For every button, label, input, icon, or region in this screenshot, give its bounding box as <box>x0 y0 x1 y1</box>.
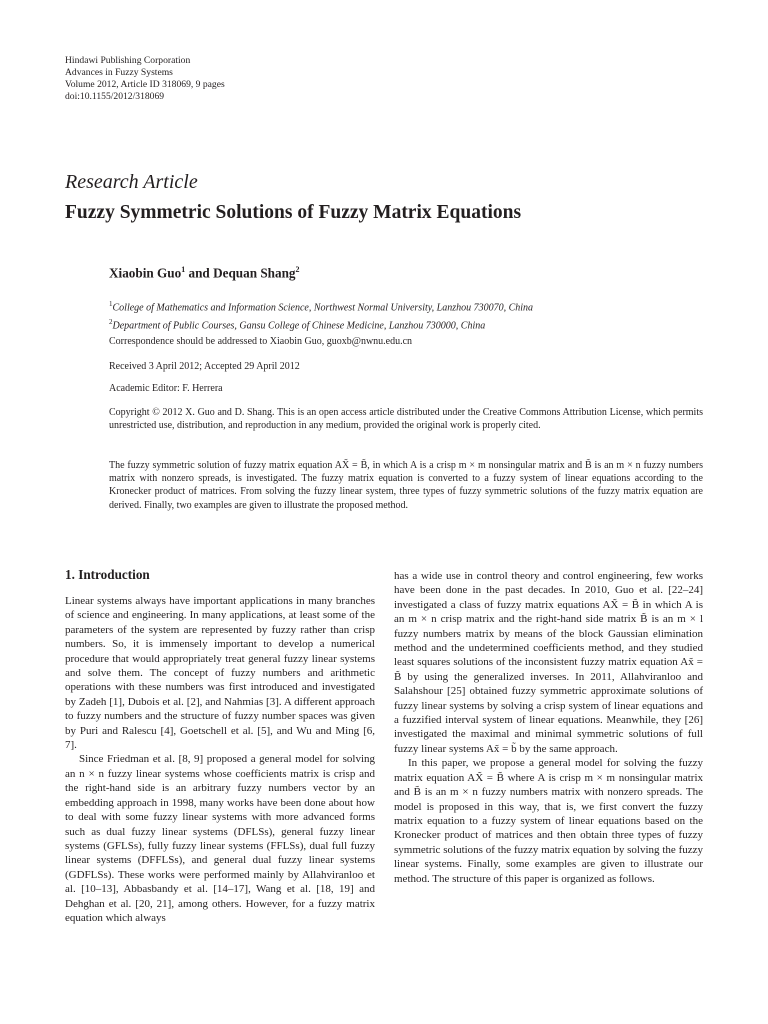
section-heading: 1. Introduction <box>65 567 150 582</box>
affiliation: $^2$Department of Public Courses, Gansu College of Chinese Medicine, Lanzhou 730000, China <box>109 318 486 332</box>
right-column <box>394 569 703 886</box>
copyright-notice: Copyright © 2012 X. Guo and D. Shang. This is an open access article distributed under the Creative Commons Attribution License, which permits unrestricted use, distribution, and reproduction in any medium, provided the original work is properly cited. <box>109 407 703 432</box>
author-affil-mark: 1 <box>181 265 186 274</box>
paragraph: has a wide use in control theory and control engineering, few works have been done in the past decades. In 2010, Guo et al. [22–24] investigated a class of fuzzy matrix equations AX̃ = B̃ in which A is an m × n crisp matrix and the right-hand side matrix B̃ is an m × l fuzzy numbers matrix by means of the block Gaussian elimination method and the undetermined coefficients method, and they studied least squares solutions of the inconsistent fuzzy matrix equation Ax̃ = B̃ by using the generalized inverses. In 2011, Allahviranloo and Salahshour [25] obtained fuzzy symmetric approximate solutions of fuzzy linear systems by solving a crisp system of linear equations and a fuzzified interval system of linear equations. Meanwhile, they [26] investigated the maximal and minimal symmetric solutions of full fuzzy linear systems Ax̃ = b̃ by the same approach. <box>394 570 703 755</box>
author-name: Xiaobin Guo <box>109 265 182 281</box>
paper-title: Fuzzy Symmetric Solutions of Fuzzy Matrix Equations <box>65 202 522 223</box>
paragraph: Since Friedman et al. [8, 9] proposed a general model for solving an n × n fuzzy linear systems whose coefficients matrix is crisp and the right-hand side is an arbitrary fuzzy numbers vector by an embedding approach in 1998, many works have been done about how to deal with some fuzzy linear systems with more advanced forms such as dual fuzzy linear systems (DFLSs), general fuzzy linear systems (GFLSs), fully fuzzy linear systems (FFLSs), dual full fuzzy linear systems (DFFLSs), and general dual fuzzy linear systems (GDFLSs). These works were performed mainly by Allahviranloo et al. [10–13], Abbasbandy et al. [14–17], Wang et al. [18, 19] and Dehghan et al. [20, 21], among others. However, for a fuzzy matrix equation which always <box>65 753 375 924</box>
correspondence: Correspondence should be addressed to Xiaobin Guo, guoxb@nwnu.edu.cn <box>109 336 413 347</box>
received-dates: Received 3 April 2012; Accepted 29 April 2012 <box>109 361 300 372</box>
author-connector: and <box>185 265 214 281</box>
affiliation: $^1$College of Mathematics and Information Science, Northwest Normal University, Lanzhou 730070, China <box>109 300 534 314</box>
academic-editor: Academic Editor: F. Herrera <box>109 383 223 394</box>
journal-name: Advances in Fuzzy Systems <box>65 67 173 78</box>
paragraph: Linear systems always have important applications in many branches of science and engineering. In many applications, at least some of the parameters of the system are represented by fuzzy rather than crisp numbers. So, it is immensely important to develop a numerical procedure that would appropriately treat general fuzzy linear systems and solve them. The concept of fuzzy numbers and arithmetic operations with these numbers was first introduced and investigated by Zadeh [1], Dubois et al. [2], and Nahmias [3]. A different approach to fuzzy numbers and the structure of fuzzy number spaces was given by Puri and Ralescu [4], Goetschell et al. [5], and Wu and Ming [6, 7]. <box>65 595 375 752</box>
paragraph: In this paper, we propose a general model for solving the fuzzy matrix equation AX̃ = B̃ where A is crisp m × m nonsingular matrix and B̃ is an m × n fuzzy numbers matrix with nonzero spreads. The model is proposed in this way, that is, we first convert the fuzzy matrix equation to a fuzzy system of linear equations based on the Kronecker product of matrices and then obtain three types of fuzzy symmetric solutions of the fuzzy matrix equation by solving the fuzzy linear systems. Finally, some examples are given to illustrate our method. The structure of this paper is organized as follows. <box>394 757 703 885</box>
article-type: Research Article <box>65 171 198 193</box>
author-name: Dequan Shang <box>213 265 296 281</box>
author-affil-mark: 2 <box>295 265 300 274</box>
author-list <box>109 265 300 281</box>
doi: doi:10.1155/2012/318069 <box>65 91 165 102</box>
publisher: Hindawi Publishing Corporation <box>65 55 191 66</box>
volume-info: Volume 2012, Article ID 318069, 9 pages <box>65 79 225 90</box>
journal-meta <box>65 55 225 103</box>
email-link[interactable]: guoxb@nwnu.edu.cn <box>326 336 413 347</box>
abstract: The fuzzy symmetric solution of fuzzy matrix equation AX̃ = B̃, in which A is a crisp m × m nonsingular matrix and B̃ is an m × n fuzzy numbers matrix with nonzero spreads, is investigated. The fuzzy matrix equation is converted to a fuzzy system of linear equations according to the Kronecker product of matrices. From solving the fuzzy linear system, three types of fuzzy symmetric solutions of the fuzzy matrix equation are derived. Finally, two examples are given to illustrate the proposed method. <box>109 460 703 511</box>
affiliations <box>109 297 533 334</box>
left-column <box>65 594 375 925</box>
